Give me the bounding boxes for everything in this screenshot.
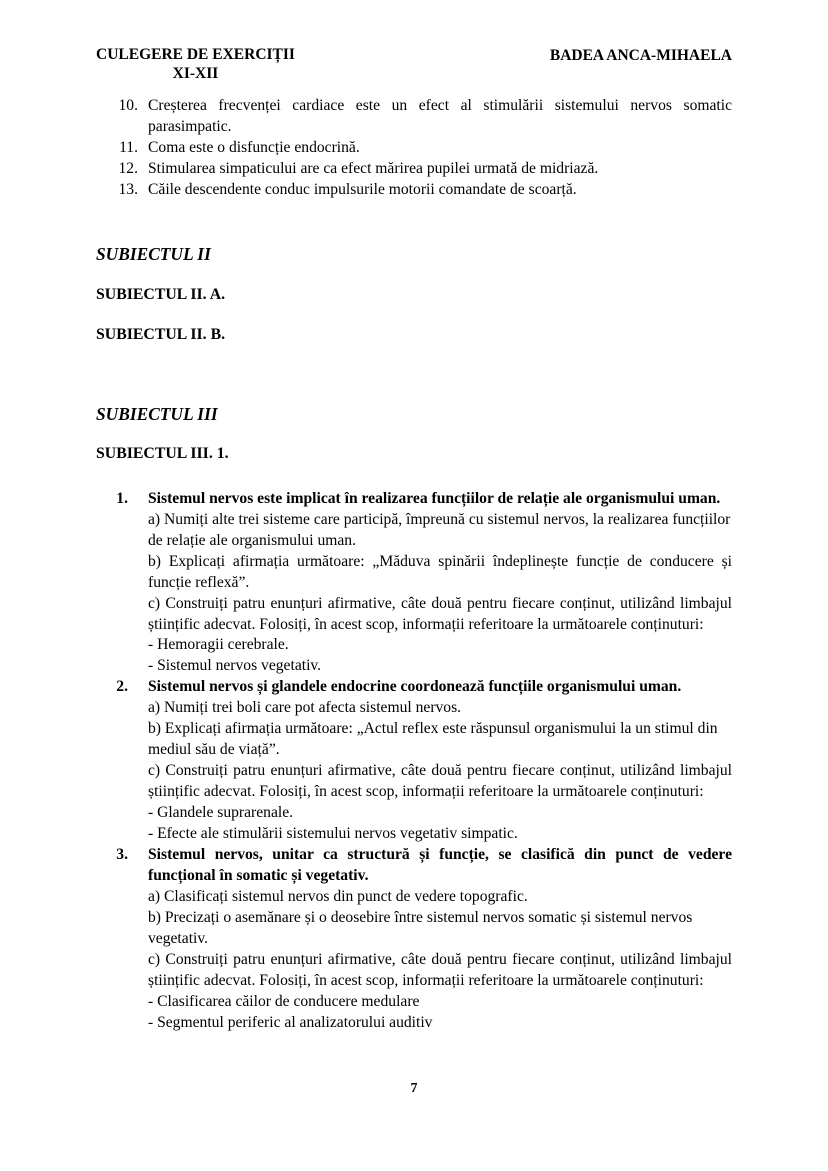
spacer [96,201,732,243]
exercise-sub-a: a) Numiți alte trei sisteme care participă, împreună cu sistemul nervos, la realizarea funcțiilor de relație ale organismului uman. [148,510,731,549]
header-title-line2: XI-XII [172,64,219,82]
exercise-sub-c: c) Construiți patru enunțuri afirmative, câte două pentru fiecare conținut, utilizând limbajul științific adecvat. Folosiți, în acest scop, informații referitoare la următoarele conținuturi: [148,594,732,633]
heading-subiectul-iii-1: SUBIECTUL III. 1. [96,445,229,463]
statement-list [96,96,732,201]
list-item [96,138,732,159]
header-author: BADEA ANCA-MIHAELA [549,47,732,64]
exercise-sub-b: b) Precizați o asemănare și o deosebire între sistemul nervos somatic și sistemul nervos vegetativ. [148,909,693,948]
exercise-item [96,677,732,845]
list-item-number: 13. [118,180,138,198]
list-item-text: Creșterea frecvenței cardiace este un efect al stimulării sistemului nervos somatic parasimpatic. [148,97,732,135]
exercise-bullet: - Sistemul nervos vegetativ. [148,657,322,675]
exercise-sub-a: a) Clasificați sistemul nervos din punct de vedere topografic. [148,888,528,906]
exercise-item [96,489,732,678]
spacer [96,425,732,444]
heading-subiectul-ii-b: SUBIECTUL II. B. [96,326,226,343]
exercise-bullet: - Hemoragii cerebrale. [148,636,289,654]
list-item [96,159,732,180]
spacer [96,306,732,325]
header-title-line1: CULEGERE DE EXERCIȚII [96,46,295,63]
spacer [96,465,732,489]
exercise-title: Sistemul nervos este implicat în realizarea funcțiilor de relație ale organismului uman. [148,489,721,507]
exercise-sub-a: a) Numiți trei boli care pot afecta sistemul nervos. [148,699,462,717]
list-item-number: 11. [119,138,138,156]
exercise-sub-b: b) Explicați afirmația următoare: „Măduva spinării îndeplinește funcție de conducere și funcție reflexă”. [148,552,732,591]
exercise-bullet: - Efecte ale stimulării sistemului nervos vegetativ simpatic. [148,825,518,843]
heading-subiectul-iii: SUBIECTUL III [96,403,218,424]
exercise-title: Sistemul nervos, unitar ca structură și funcție, se clasifică din punct de vedere funcțional în somatic și vegetativ. [148,846,732,885]
spacer [96,265,732,285]
heading-subiectul-ii: SUBIECTUL II [96,243,211,264]
exercise-bullet: - Clasificarea căilor de conducere medulare [148,992,420,1010]
header-title-left [96,46,295,84]
list-item-text: Coma este o disfuncție endocrină. [148,138,360,156]
page-number: 7 [410,1081,418,1096]
list-item-number: 12. [118,159,138,177]
exercise-sub-c: c) Construiți patru enunțuri afirmative, câte două pentru fiecare conținut, utilizând limbajul științific adecvat. Folosiți, în acest scop, informații referitoare la următoarele conținuturi: [148,951,732,989]
exercise-number: 2. [116,678,128,696]
heading-subiectul-ii-a: SUBIECTUL II. A. [96,286,226,304]
exercise-bullet: - Segmentul periferic al analizatorului auditiv [148,1013,433,1031]
running-header [96,46,732,84]
list-item-text: Stimularea simpaticului are ca efect mărirea pupilei urmată de midriază. [148,159,599,177]
exercise-item [96,845,732,1034]
list-item-text: Căile descendente conduc impulsurile motorii comandate de scoarță. [148,180,577,198]
exercise-sub-b: b) Explicați afirmația următoare: „Actul reflex este răspunsul organismului la un stimul din mediul său de viață”. [148,720,718,759]
exercise-bullet: - Glandele suprarenale. [148,804,294,822]
exercise-title: Sistemul nervos și glandele endocrine coordonează funcțiile organismului uman. [148,678,682,696]
list-item-number: 10. [118,97,138,114]
page-content [96,96,732,1034]
spacer [96,346,732,403]
exercise-number: 3. [116,846,128,864]
exercise-sub-c: c) Construiți patru enunțuri afirmative, câte două pentru fiecare conținut, utilizând limbajul științific adecvat. Folosiți, în acest scop, informații referitoare la următoarele conținuturi: [148,762,732,801]
list-item [96,180,732,201]
exercise-list [96,489,732,1034]
list-item [96,96,732,138]
exercise-number: 1. [116,489,128,507]
